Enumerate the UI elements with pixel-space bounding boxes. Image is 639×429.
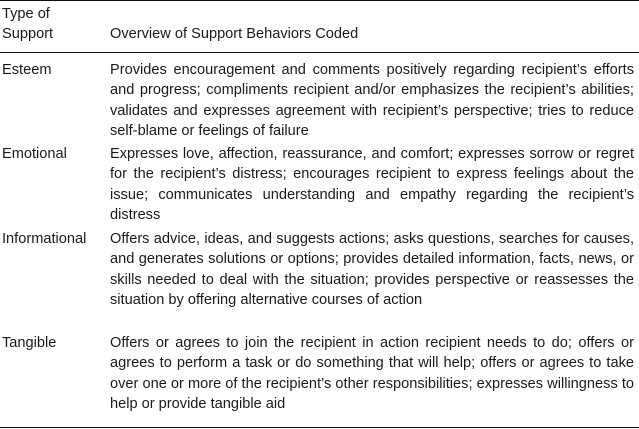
table-bottom-rule <box>0 427 639 428</box>
row-description: Offers or agrees to join the recipient in action recipient needs to do; offers or agrees to perform a task or do something that will help; offers or agrees to take over one or more of the recipient’s other responsibilities; expresses willingness to help or provide tangible aid <box>110 335 634 412</box>
row-type-label: Esteem <box>2 62 52 78</box>
row-description: Offers advice, ideas, and suggests actions; asks questions, searches for causes, and generates solutions or options; provides detailed information, facts, news, or skills needed to deal with the situation; provides perspective or reassesses the situation by offering alternative courses of action <box>110 231 634 308</box>
row-description: Provides encouragement and comments positively regarding recipient’s efforts and progress; compliments recipient and/or emphasizes the recipient’s abilities; validates and expresses agreement with recipient’s perspective; tries to reduce self-blame or feelings of failure <box>110 62 634 139</box>
row-type-label: Emotional <box>2 146 67 162</box>
row-description: Expresses love, affection, reassurance, and comfort; expresses sorrow or regret for the recipient’s distress; encourages recipient to express feelings about the issue; communicates understanding and empathy regarding the recipient’s distress <box>110 146 634 223</box>
row-type-label: Informational <box>2 231 87 247</box>
table-header-rule <box>0 52 639 53</box>
header-type-of-support: Type of Support <box>2 6 54 42</box>
header-overview: Overview of Support Behaviors Coded <box>110 26 359 42</box>
row-type-label: Tangible <box>2 335 57 351</box>
table-top-rule <box>0 0 639 1</box>
